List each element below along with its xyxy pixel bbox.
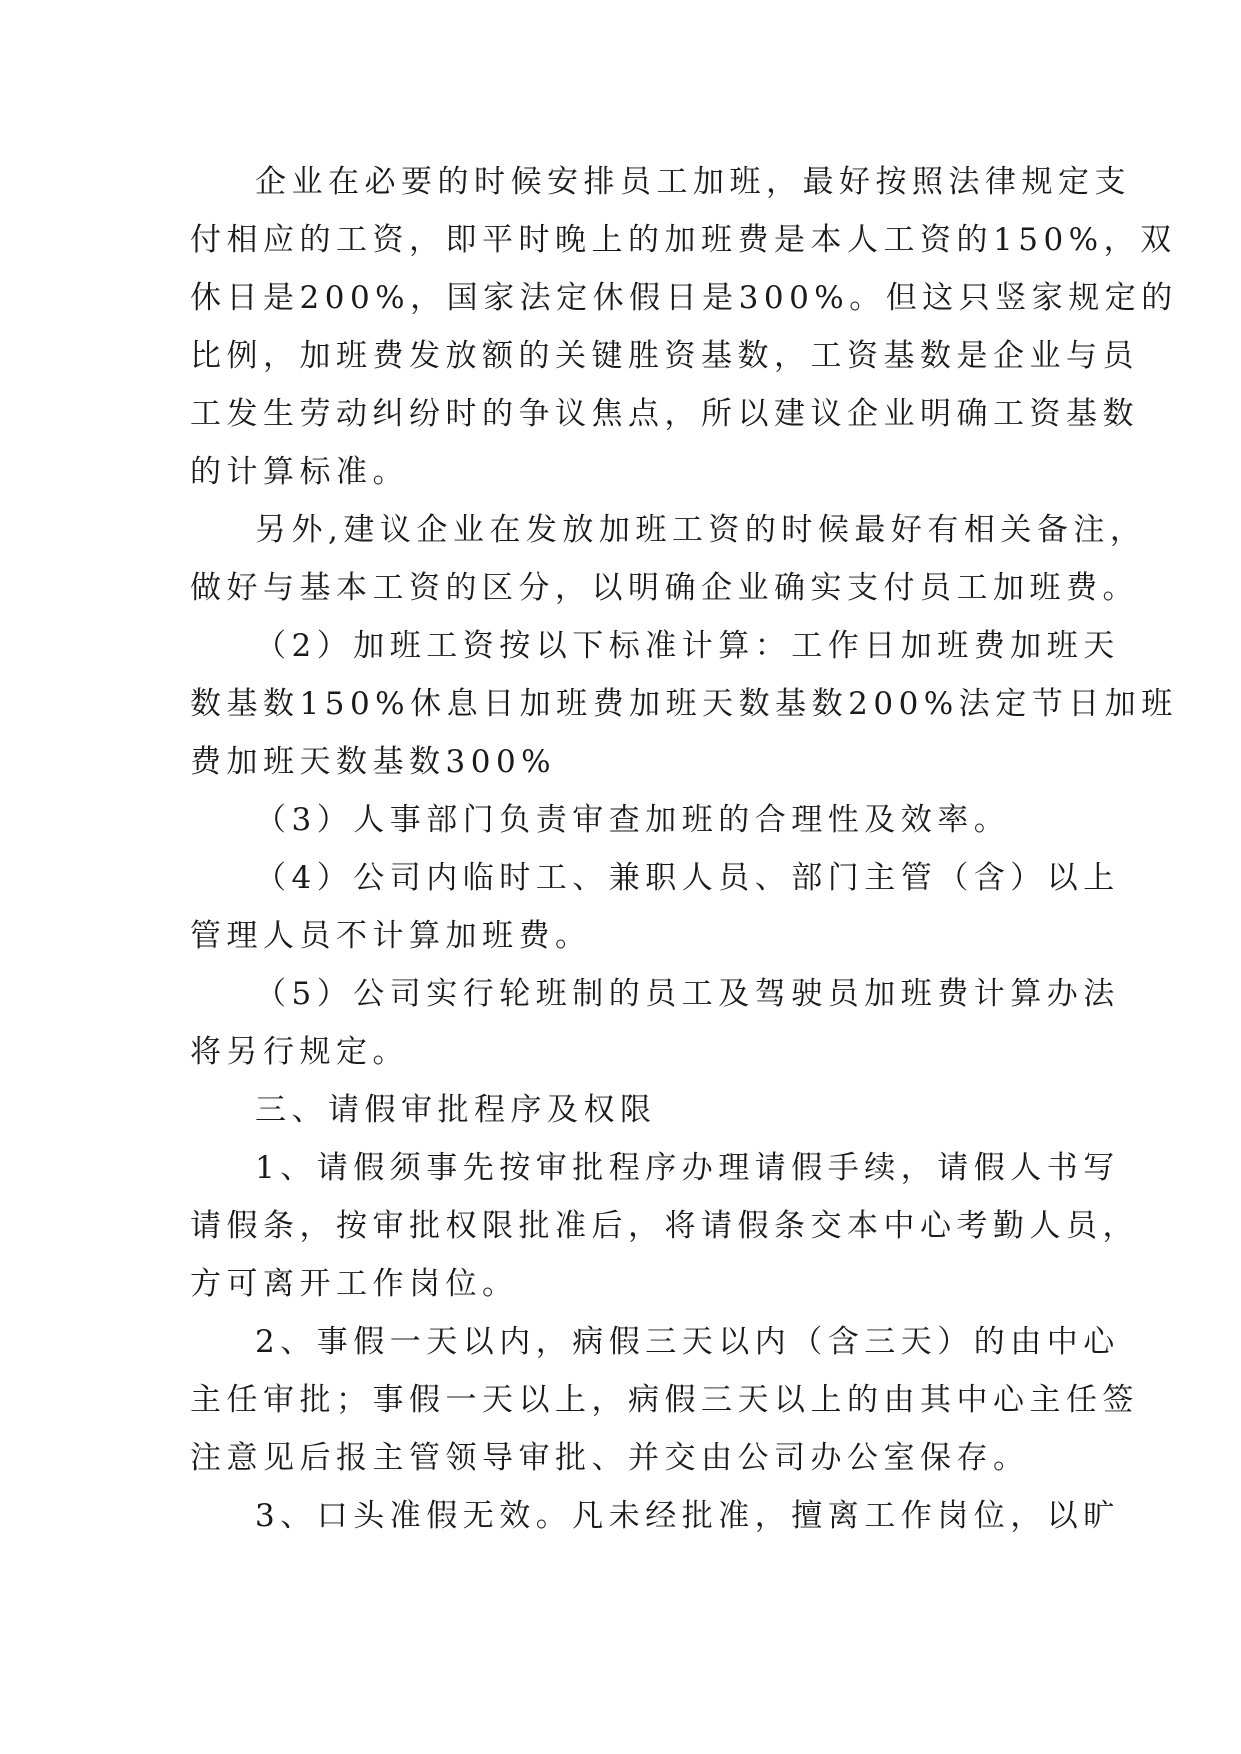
text-line: 比例，加班费发放额的关键胜资基数，工资基数是企业与员 bbox=[190, 338, 1139, 374]
text-line: 主任审批；事假一天以上，病假三天以上的由其中心主任签 bbox=[190, 1382, 1139, 1418]
section-heading: 三、请假审批程序及权限 bbox=[255, 1092, 657, 1128]
text-line: （3）人事部门负责审查加班的合理性及效率。 bbox=[255, 802, 1011, 838]
text-line: 企业在必要的时候安排员工加班，最好按照法律规定支 bbox=[255, 164, 1131, 200]
text-line: 的计算标准。 bbox=[190, 454, 409, 490]
text-line: 方可离开工作岗位。 bbox=[190, 1266, 519, 1302]
text-line: 另外,建议企业在发放加班工资的时候最好有相关备注， bbox=[255, 512, 1147, 548]
text-line: （2）加班工资按以下标准计算：工作日加班费加班天 bbox=[255, 628, 1120, 664]
text-line: 注意见后报主管领导审批、并交由公司办公室保存。 bbox=[190, 1440, 1030, 1476]
text-line: 费加班天数基数300% bbox=[190, 744, 557, 780]
text-line: （4）公司内临时工、兼职人员、部门主管（含）以上 bbox=[255, 860, 1120, 896]
text-line: 数基数150%休息日加班费加班天数基数200%法定节日加班 bbox=[190, 686, 1178, 722]
text-line: 将另行规定。 bbox=[190, 1034, 409, 1070]
text-line: 工发生劳动纠纷时的争议焦点，所以建议企业明确工资基数 bbox=[190, 396, 1139, 432]
text-line: 管理人员不计算加班费。 bbox=[190, 918, 592, 954]
text-line: 2、事假一天以内，病假三天以内（含三天）的由中心 bbox=[255, 1324, 1120, 1360]
text-line: 1、请假须事先按审批程序办理请假手续，请假人书写 bbox=[255, 1150, 1120, 1186]
text-line: 请假条，按审批权限批准后，将请假条交本中心考勤人员， bbox=[190, 1208, 1139, 1244]
text-line: 做好与基本工资的区分，以明确企业确实支付员工加班费。 bbox=[190, 570, 1139, 606]
text-line: 休日是200%，国家法定休假日是300%。但这只竖家规定的 bbox=[190, 280, 1178, 316]
text-line: 付相应的工资，即平时晚上的加班费是本人工资的150%，双 bbox=[190, 222, 1177, 258]
text-line: （5）公司实行轮班制的员工及驾驶员加班费计算办法 bbox=[255, 976, 1120, 1012]
text-line: 3、口头准假无效。凡未经批准，擅离工作岗位，以旷 bbox=[255, 1498, 1120, 1534]
